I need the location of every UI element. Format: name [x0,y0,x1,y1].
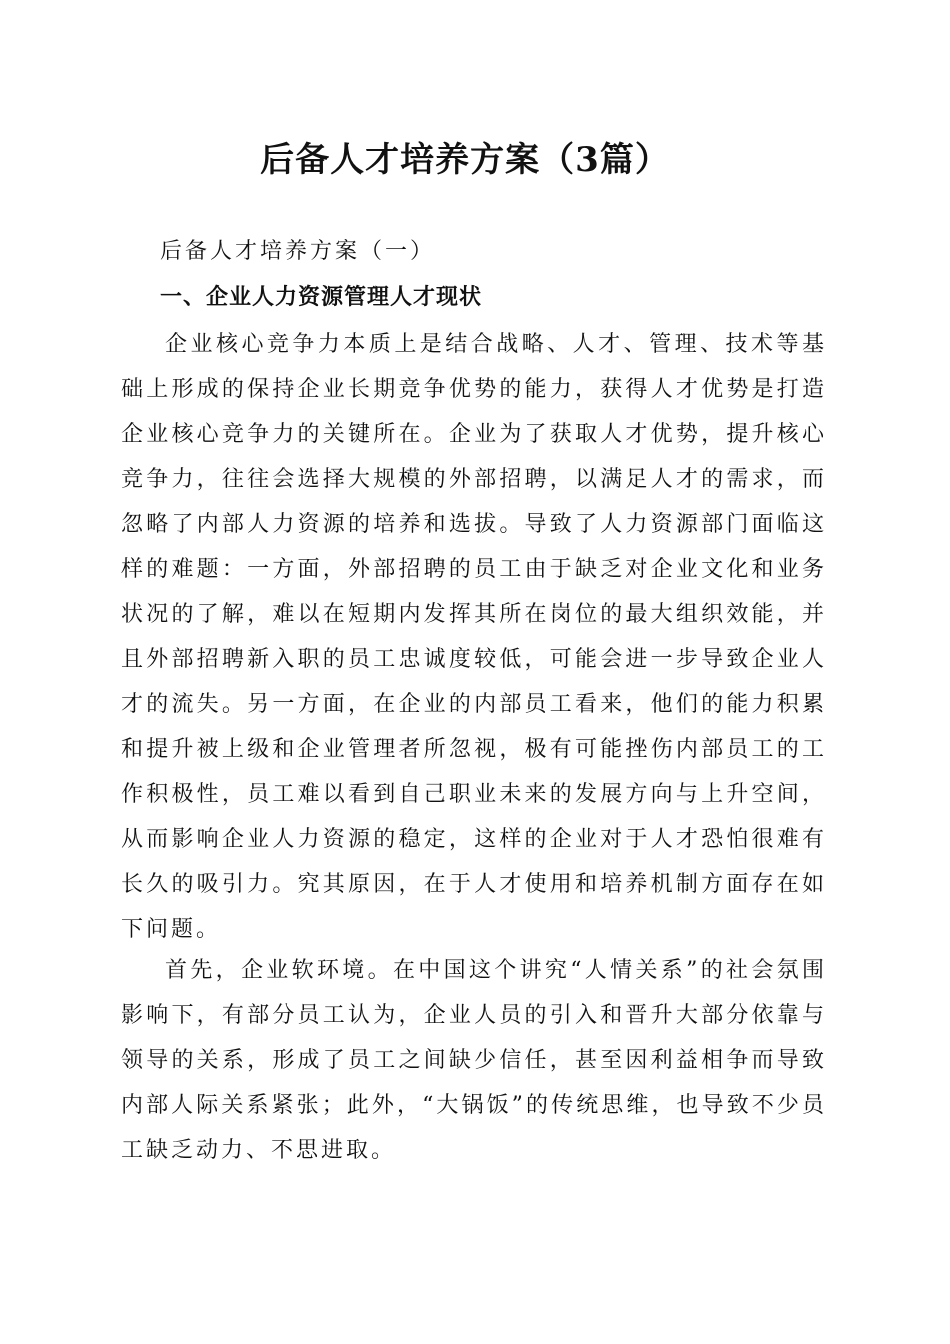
body-paragraph: 企业核心竞争力本质上是结合战略、人才、管理、技术等基础上形成的保持企业长期竞争优势的能力，获得人才优势是打造企业核心竞争力的关键所在。企业为了获取人才优势，提升核心竞争力，往往会选择大规模的外部招聘，以满足人才的需求，而忽略了内部人力资源的培养和选拔。导致了人力资源部门面临这样的难题：一方面，外部招聘的员工由于缺乏对企业文化和业务状况的了解，难以在短期内发挥其所在岗位的最大组织效能，并且外部招聘新入职的员工忠诚度较低，可能会进一步导致企业人才的流失。另一方面，在企业的内部员工看来，他们的能力积累和提升被上级和企业管理者所忽视，极有可能挫伤内部员工的工作积极性，员工难以看到自己职业未来的发展方向与上升空间，从而影响企业人力资源的稳定，这样的企业对于人才恐怕很难有长久的吸引力。究其原因，在于人才使用和培养机制方面存在如下问题。 [121,332,827,942]
body-paragraph: 首先，企业软环境。在中国这个讲究“人情关系”的社会氛围影响下，有部分员工认为，企业人员的引入和晋升大部分依靠与领导的关系，形成了员工之间缺少信任，甚至因利益相争而导致内部人际关系紧张；此外，“大锅饭”的传统思维，也导致不少员工缺乏动力、不思进取。 [121,958,827,1163]
document-subtitle: 后备人才培养方案（一） [160,239,436,264]
section-heading: 一、企业人力资源管理人才现状 [160,285,483,310]
document-title: 后备人才培养方案（3篇） [260,140,670,180]
